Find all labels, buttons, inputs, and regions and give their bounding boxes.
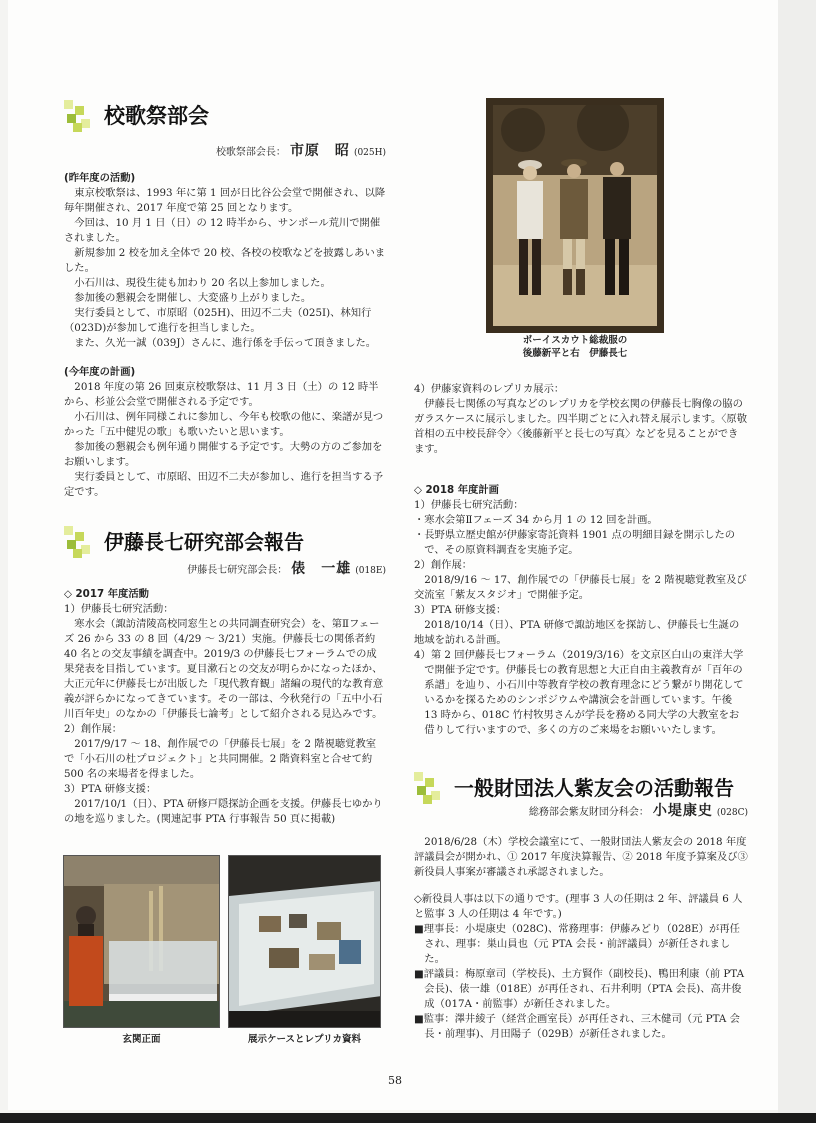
ito-chair: 伊藤長七研究部会長： 俵 一雄 (018E)	[187, 561, 386, 577]
kokasai-chair: 校歌祭部会長： 市原 昭 (025H)	[215, 143, 386, 159]
ito-section	[64, 526, 386, 827]
shiyu-title: 一般財団法人紫友会の活動報告	[454, 775, 734, 800]
shiyu-section	[414, 772, 748, 1042]
paragraph: 参加後の懇親会も例年通り開催する予定です。大勢の方のご参加をお願いします。	[64, 441, 383, 468]
shiyu-personnel-intro: ◇新役員人事は以下の通りです。(理事 3 人の任期は 2 年、評議員 6 人と監事 3 人の任期は 4 年です。)	[414, 893, 743, 920]
paragraph: 小石川は、例年同様これに参加し、今年も校歌の他に、楽譜が見つかった「五中健児の歌」も歌いたいと思います。	[64, 411, 384, 438]
shiyu-intro: 2018/6/28（木）学校会議室にて、一般財団法人紫友会の 2018 年度評議員会が開かれ、① 2017 年度決算報告、② 2018 年度予算案及び③新役員人事案が審議され承認されました。	[414, 836, 748, 878]
kokasai-title: 校歌祭部会	[104, 103, 209, 128]
kokasai-heading	[64, 100, 386, 132]
historical-photo	[486, 98, 664, 333]
entrance-caption: 玄関正面	[122, 1034, 161, 1045]
ito-section-continued	[414, 382, 748, 738]
display-case-image	[229, 856, 381, 1028]
paragraph: 実行委員として、市原昭、田辺不二夫が参加し、進行を担当する予定です。	[64, 471, 383, 498]
personnel-item: ■評議員：梅原章司（学校長)、土方賢作（副校長)、鴨田利康（前 PTA 会長)、俵一雄（018E）が再任され、石井利明（PTA 会長)、高井俊成（017A・前監事）が新任されました。	[414, 968, 745, 1010]
shiyu-heading	[414, 772, 748, 804]
entrance-photo	[63, 855, 220, 1028]
decoration-squares-icon	[414, 772, 446, 804]
ito-title: 伊藤長七研究部会報告	[104, 529, 304, 554]
historical-photo-image	[493, 105, 657, 326]
entrance-photo-image	[64, 856, 220, 1028]
ito-2017-item: 4）伊藤家資料のレプリカ展示： 伊藤長七関係の写真などのレプリカを学校玄関の伊藤長七胸像の脇のガラスケースに展示しました。四半期ごとに入れ替え展示します。〈原敬首相の五中校長辞令〉〈後藤新平と長七の写真〉などを見ることができます。	[414, 383, 747, 455]
ito-2018-heading: ◇ 2018 年度計画	[414, 484, 499, 496]
shiyu-chair: 総務部会紫友財団分科会： 小堤康史 (028C)	[528, 803, 748, 819]
ito-2017-item: 1）伊藤長七研究活動： 寒水会（諏訪清陵高校同窓生との共同調査研究会）を、第Ⅱフェーズ 26 から 33 の 8 回（4/29 ～ 3/21）実施。伊藤長七の関係者約 40 名との交友事績を調査中。2019/3 の伊藤長七フォーラムでの成果発表を目指しています。夏目漱石との交友が明らかになったほか、大正元年に伊藤長七が出版した「現代教育観」諸編の現代的な教育意義が評らかになってきています。その一部は、今秋発行の「五中小石川百年史」のなかの「伊藤長七論考」として紹介される見込みです。 2）創作展： 2017/9/17 ～ 18、創作展での「伊藤長七展」を 2 階視聴覚教室で「小石川の杜プロジェクト」と共同開催。2 階資料室と合せて約 500 名の来場者を得ました。 3）PTA 研修支援： 2017/10/1（日）、PTA 研修戸隠探訪企画を支援。伊藤長七ゆかりの地を巡りました。(関連記事 PTA 行事報告 50 頁に掲載)	[64, 603, 384, 825]
paragraph: 参加後の懇親会を開催し、大変盛り上がりました。	[74, 292, 312, 304]
personnel-item: ■監事：澤井綾子（経営企画室長）が再任され、三木健司（元 PTA 会長・前理事)、月田陽子（029B）が新任されました。	[414, 1013, 740, 1040]
display-case-photo	[228, 855, 381, 1028]
ito-2017-heading: ◇ 2017 年度活動	[64, 588, 149, 600]
decoration-squares-icon	[64, 526, 96, 558]
display-case-caption: 展示ケースとレプリカ資料	[247, 1034, 362, 1045]
page-bottom-edge	[0, 1113, 816, 1123]
paragraph: 小石川は、現役生徒も加わり 20 名以上参加しました。	[74, 277, 331, 289]
paragraph: 東京校歌祭は、1993 年に第 1 回が日比谷公会堂で開催され、以降毎年開催され、2017 年度で第 25 回となります。	[64, 187, 386, 214]
paragraph: また、久光一誠（039J）さんに、進行係を手伝って頂きました。	[74, 337, 377, 349]
page-margin	[778, 0, 816, 1113]
ito-heading	[64, 526, 386, 558]
ito-2018-item: 1）伊藤長七研究活動： ・寒水会第Ⅱフェーズ 34 から月 1 の 12 回を計画。 ・長野県立歴史館が伊藤家寄託資料 1901 点の明細目録を開示したので、その原資料調査を実施予定。 2）創作展： 2018/9/16 ～ 17、創作展での「伊藤長七展」を 2 階視聴覚教室及び交流室「紫友スタジオ」で開催予定。 3）PTA 研修支援： 2018/10/14（日）、PTA 研修で諏訪地区を探訪し、伊藤長七生誕の地域を訪れる計画。 4）第 2 回伊藤長七フォーラム（2019/3/16）を文京区白山の東洋大学で開催予定です。伊藤長七の教育思想と大正自由主義教育が「百年の系譜」を辿り、小石川中等教育学校の教育理念にどう繋がり開花しているかを探るためのシンポジウムや講演会を計画しています。午後 13 時から、018C 竹村牧男さんが学長を務める同大学の大教室をお借りして行いますので、多くの方のご来場をお願いいたします。	[414, 499, 747, 736]
kokasai-this-year-heading: (今年度の計画)	[64, 366, 136, 378]
kokasai-last-year-body	[64, 186, 386, 351]
paragraph: 新規参加 2 校を加え全体で 20 校、各校の校歌などを披露しあいました。	[64, 247, 386, 274]
kokasai-section	[64, 100, 386, 500]
paragraph: 実行委員として、市原昭（025H)、田辺不二夫（025I)、林知行（023D)が参加して進行を担当しました。	[64, 307, 372, 334]
page-number: 58	[388, 1074, 402, 1087]
paragraph: 2018 年度の第 26 回東京校歌祭は、11 月 3 日（土）の 12 時半から、杉並公会堂で開催される予定です。	[64, 381, 379, 408]
personnel-item: ■理事長：小堤康史（028C)、常務理事：伊藤みどり（028E）が再任され、理事：巣山員也（元 PTA 会長・前評議員）が新任されました。	[414, 923, 740, 965]
paragraph: 今回は、10 月 1 日（日）の 12 時半から、サンポール荒川で開催されました。	[64, 217, 381, 244]
historical-photo-caption: ボーイスカウト総裁服の 後藤新平と右 伊藤長七	[522, 335, 628, 359]
kokasai-last-year-heading: (昨年度の活動)	[64, 172, 136, 184]
shiyu-personnel-list	[414, 922, 748, 1042]
kokasai-this-year-body	[64, 380, 386, 500]
decoration-squares-icon	[64, 100, 96, 132]
